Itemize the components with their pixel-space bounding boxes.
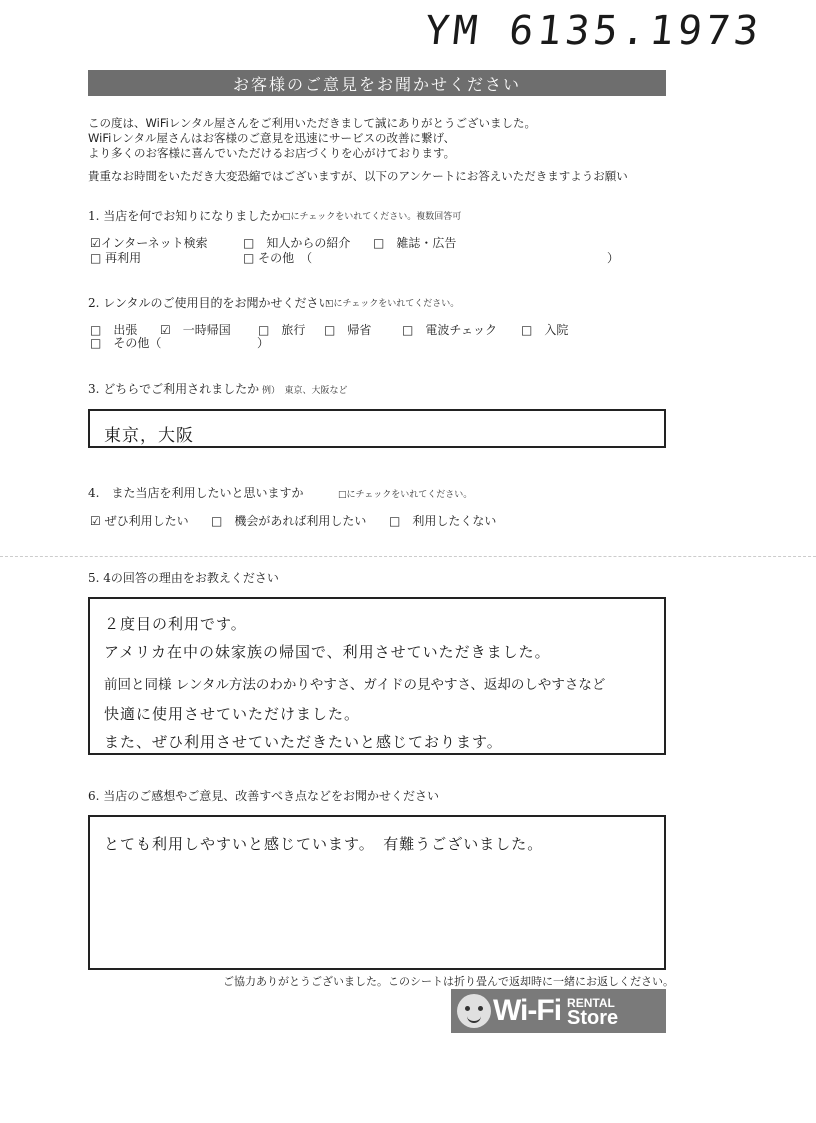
q1-other-close-paren: ） (607, 251, 620, 265)
q1-option-referral[interactable]: □ 知人からの紹介 (243, 236, 351, 250)
q2-other-close-paren: ） (257, 336, 270, 350)
q4-note: □にチェックをいれてください。 (338, 490, 473, 500)
q4-question: 4. また当店を利用したいと思いますか (88, 486, 304, 500)
q4-option-if-chance[interactable]: □ 機会があれば利用したい (211, 514, 367, 528)
mascot-icon (457, 994, 491, 1028)
footer-thanks: ご協力ありがとうございました。このシートは折り畳んで返却時に一緒にお返しください。 (223, 975, 674, 988)
wifi-rental-store-logo (451, 989, 666, 1033)
q2-option-travel[interactable]: □ 旅行 (258, 323, 306, 337)
q2-option-signal-check[interactable]: □ 電波チェック (402, 323, 497, 337)
q6-answer-text: とても利用しやすいと感じています。 有難うございました。 (104, 835, 544, 853)
q4-option-definitely[interactable]: ☑ ぜひ利用したい (90, 514, 189, 528)
q5-question: 5. 4の回答の理由をお教えください (88, 571, 279, 585)
intro-line-4: 貴重なお時間をいただき大変恐縮ではございますが、以下のアンケートにお答えいただきますようお願い (88, 169, 628, 183)
q2-option-hospital[interactable]: □ 入院 (521, 323, 569, 337)
q6-answer-box[interactable] (88, 815, 666, 970)
q1-option-reuse[interactable]: □ 再利用 (90, 251, 142, 265)
q3-answer-box[interactable] (88, 409, 666, 448)
serial-number: YM 6135.1973 (422, 8, 765, 54)
q2-option-return-home[interactable]: ☑ 一時帰国 (160, 323, 231, 337)
q2-option-business[interactable]: □ 出張 (90, 323, 138, 337)
q5-answer-line-3: 前回と同様 レンタル方法のわかりやすさ、ガイドの見やすさ、返却のしやすさなど (104, 677, 606, 693)
q2-option-homecoming[interactable]: □ 帰省 (324, 323, 372, 337)
q2-option-other[interactable]: □ その他（ (90, 336, 162, 350)
q2-note: □にチェックをいれてください。 (325, 299, 460, 309)
q1-note: □にチェックをいれてください。複数回答可 (282, 212, 462, 222)
q1-question: 1. 当店を何でお知りになりましたか (88, 209, 284, 223)
q5-answer-line-5: また、ぜひ利用させていただきたいと感じております。 (104, 733, 503, 751)
q5-answer-line-1: ２度目の利用です。 (104, 615, 247, 633)
q3-note: 例） 東京、大阪など (262, 386, 348, 396)
logo-wifi-text: Wi-Fi (493, 994, 562, 1027)
q2-question: 2. レンタルのご使用目的をお聞かせください (88, 296, 331, 310)
intro-line-1: この度は、WiFiレンタル屋さんをご利用いただきまして誠にありがとうございました。 (88, 116, 537, 130)
q5-answer-line-2: アメリカ在中の妹家族の帰国で、利用させていただきました。 (104, 643, 551, 661)
q3-answer-text: 東京，大阪 (104, 426, 194, 446)
logo-rental-text: RENTAL (567, 996, 615, 1010)
q6-question: 6. 当店のご感想やご意見、改善すべき点などをお聞かせください (88, 789, 440, 803)
survey-title-banner: お客様のご意見をお聞かせください (88, 70, 666, 96)
fold-line (0, 556, 816, 557)
q1-option-other[interactable]: □ その他 （ (243, 251, 313, 265)
q4-option-no[interactable]: □ 利用したくない (389, 514, 497, 528)
logo-store-text: Store (567, 1007, 619, 1029)
q1-option-internet[interactable]: ☑インターネット検索 (90, 236, 208, 250)
intro-text (88, 116, 688, 184)
q1-option-magazine[interactable]: □ 雑誌・広告 (373, 236, 457, 250)
q3-question: 3. どちらでご利用されましたか (88, 382, 260, 396)
intro-line-3: より多くのお客様に喜んでいただけるお店づくりを心がけております。 (88, 146, 456, 160)
q5-answer-line-4: 快適に使用させていただけました。 (104, 705, 361, 723)
q5-answer-box[interactable] (88, 597, 666, 755)
intro-line-2: WiFiレンタル屋さんはお客様のご意見を迅速にサービスの改善に繋げ、 (88, 131, 456, 145)
